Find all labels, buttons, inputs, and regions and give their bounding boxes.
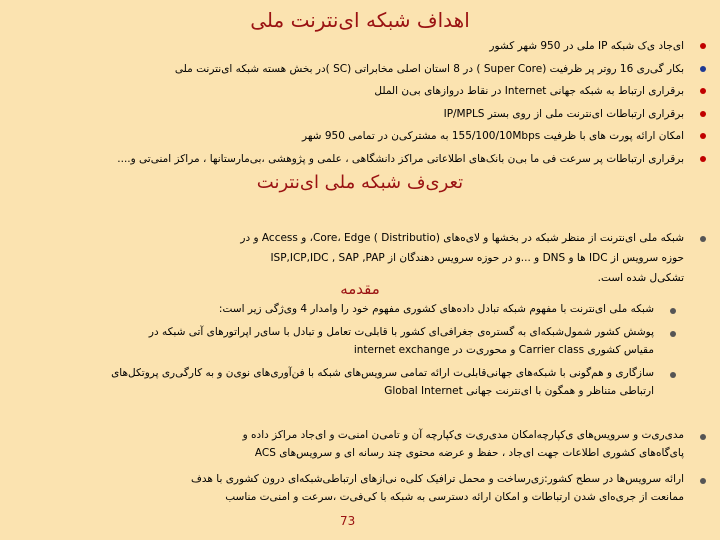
intro-item: شبکه ملی ای‌نترنت با مفهوم شبکه تبادل داده‌های کشوری مفهوم خود را وامدار 4 وی‌ژگی زیر است: <box>26 300 676 318</box>
bullet-icon <box>700 111 706 117</box>
intro-item: سازگاری و هم‌گونی با شبکه‌های جهانی‌قابلی‌ت ارائه تمامی سرویس‌های شبکه با فن‌آوری‌های نوی‌ن و به کارگی‌ری پروتکل‌های ارتباطی متناظر و همگون با ای‌نترنت جهانی Global Internet <box>26 364 676 400</box>
bullet-icon <box>700 236 706 242</box>
bullet-icon <box>670 372 676 378</box>
intro-item: ارائه سرویس‌ها در سطح کشور:زی‌رساخت و محمل ترافیک کلی‌ه نی‌ازهای ارتباطی‌شبکه‌ای درون کشوری با هدف ممانعت از جری‌ه‌ای شدن ارتباطات و امکان ارائه دسترسی به شبکه با کی‌فی‌ت ،سرعت و امنی‌ت مناسب <box>16 470 706 506</box>
bullet-icon <box>670 308 676 314</box>
bullet-icon <box>670 331 676 337</box>
bullet-icon <box>700 66 706 72</box>
intro-list-continued <box>16 426 706 506</box>
definition-title: تعری‌ف شبکه ملی ای‌نترنت <box>256 172 464 193</box>
definition-block <box>16 228 706 288</box>
definition-line: شبکه ملی ای‌نترنت از منظر شبکه در بخشها و لای‌ه‌های Core، Edge ( Distributio)، و Access و در <box>16 228 706 248</box>
goals-list <box>16 35 706 170</box>
bullet-icon <box>700 88 706 94</box>
goal-item: ای‌جاد ی‌ک شبکه IP ملی در 950 شهر کشور <box>16 35 706 58</box>
goal-item: برقراری ارتباط به شبکه جهانی Internet در نقاط دروازهای بی‌ن الملل <box>16 80 706 103</box>
definition-line: تشکی‌ل شده است. <box>597 272 684 284</box>
goal-item: بکار گی‌ری 16 روتر پر ظرفیت (Super Core ) در 8 استان اصلی مخابراتی (SC )در بخش هسته شبکه ای‌نترنت ملی <box>16 58 706 81</box>
bullet-icon <box>700 43 706 49</box>
intro-item: پوشش کشور شمول‌شبکه‌ای به گستره‌ی جغرافی‌ای کشور با قابلی‌ت تعامل و تبادل با سای‌ر اپراتورهای آتی شبکه در مقیاس کشوری Carrier class و محوری‌ت در internet exchange <box>26 323 676 359</box>
intro-title: مقدمه <box>340 280 380 298</box>
intro-item: مدی‌ری‌ت و سرویس‌های ی‌کپارچه‌امکان مدی‌ری‌ت ی‌کپارچه آن و تامی‌ن امنی‌ت و ای‌جاد مراکز داده و پای‌گاه‌های کشوری اطلاعات جهت ای‌جاد ، حفظ و عرضه محتوی چند رسانه ای و سرویس‌های ACS <box>16 426 706 462</box>
bullet-icon <box>700 434 706 440</box>
bullet-icon <box>700 156 706 162</box>
bullet-icon <box>700 478 706 484</box>
goal-item: برقراری ارتباطات پر سرعت فی ما بی‌ن بانک‌های اطلاعاتی مراکز دانشگاهی ، علمی و پژوهشی ،بی‌مارستانها ، مراکز امنی‌تی و.... <box>16 148 706 171</box>
page-number: 73 <box>340 514 356 528</box>
goal-item: برقراری ارتباطات ای‌نترنت ملی از روی بستر IP/MPLS <box>16 103 706 126</box>
goal-item: امکان ارائه پورت های با ظرفیت 155/100/10Mbps به مشترکی‌ن در تمامی 950 شهر <box>16 125 706 148</box>
page-title: اهداف شبکه ای‌نترنت ملی <box>250 8 470 32</box>
definition-line: حوزه سرویس از IDC ها و DNS و ...و در حوزه سرویس دهندگان از ISP,ICP,IDC , SAP ,PAP <box>270 252 684 264</box>
bullet-icon <box>700 133 706 139</box>
intro-list <box>26 300 676 405</box>
